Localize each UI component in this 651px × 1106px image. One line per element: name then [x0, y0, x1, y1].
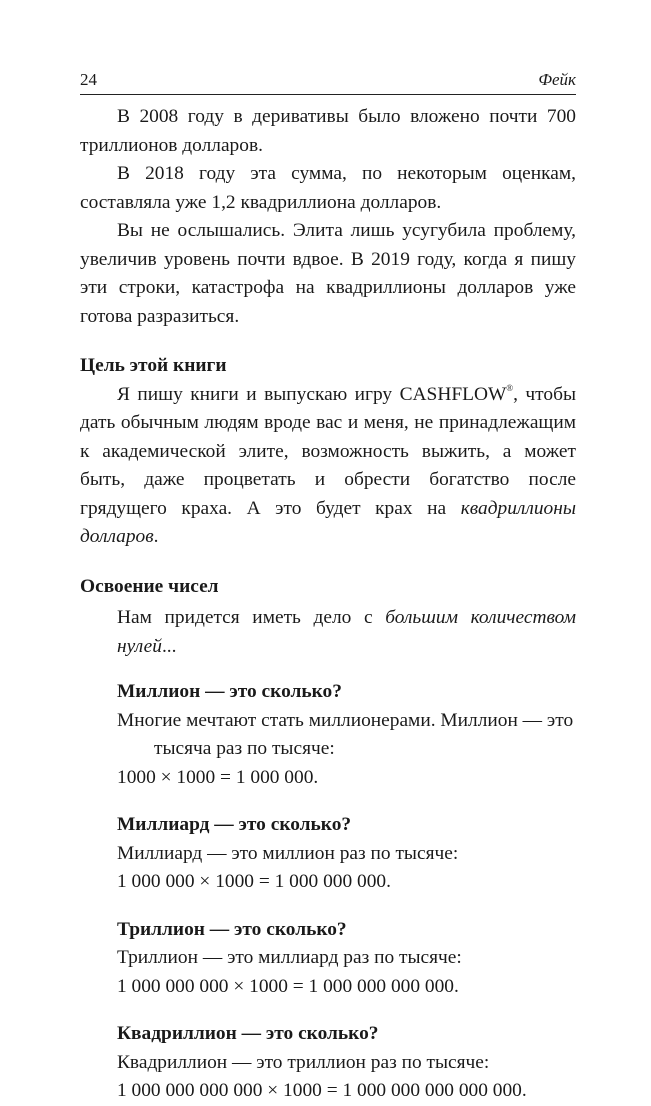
equation: 1 000 000 × 1000 = 1 000 000 000. [117, 871, 391, 892]
page-number: 24 [80, 70, 97, 89]
number-block-million [80, 678, 576, 792]
paragraph-elite-problem: Вы не ослышались. Элита лишь усугубила проблему, увеличив уровень почти вдвое. В 2019 году, когда я пишу эти строки, катастрофа на квадриллионы долларов уже готова разразиться. [80, 220, 576, 327]
definition-text: Квадриллион — это триллион раз по тысяче: [117, 1051, 490, 1073]
numbers-intro-end: ... [161, 635, 177, 657]
question-title: Миллиард — это сколько? [117, 814, 352, 835]
paragraph-numbers-intro [80, 604, 576, 661]
goal-text-middle: , чтобы дать обычным людям вроде вас и меня, не принадлежащим к академической элите, возможность выжить, а может быть, даже процветать и обрести богатство после грядущего краха. А это будет крах на [80, 383, 576, 519]
goal-text-emphasis: квадриллионы долларов [80, 497, 576, 547]
equation: 1 000 000 000 × 1000 = 1 000 000 000 000. [117, 975, 459, 997]
goal-text-end: . [153, 526, 159, 547]
definition-text: Миллиард — это миллион раз по тысяче: [117, 842, 459, 864]
registered-mark: ® [506, 382, 514, 393]
running-head [80, 68, 576, 94]
section-heading-numbers: Освоение чисел [80, 575, 219, 597]
definition-text: Многие мечтают стать миллионерами. Миллион — это тысяча раз по тысяче: [117, 709, 574, 759]
question-title: Квадриллион — это сколько? [117, 1023, 379, 1044]
paragraph-derivatives-2008: В 2008 году в деривативы было вложено почти 700 триллионов долларов. [80, 106, 576, 156]
numbers-intro-emphasis: большим количеством нулей [117, 607, 576, 657]
number-block-billion [80, 811, 576, 897]
book-page [80, 68, 576, 1106]
goal-text-start: Я пишу книги и выпускаю игру CASHFLOW [117, 383, 507, 405]
header-rule [80, 94, 576, 95]
section-heading-goal: Цель этой книги [80, 355, 227, 376]
number-block-quadrillion [80, 1020, 576, 1106]
body-text [80, 103, 576, 1106]
paragraph-derivatives-2018: В 2018 году эта сумма, по некоторым оценкам, составляла уже 1,2 квадриллиона долларов. [80, 163, 576, 213]
paragraph-book-goal [80, 381, 576, 552]
question-title: Миллион — это сколько? [117, 681, 342, 702]
equation: 1 000 000 000 000 × 1000 = 1 000 000 000 000 000. [117, 1080, 527, 1101]
question-title: Триллион — это сколько? [117, 918, 347, 940]
definition-text: Триллион — это миллиард раз по тысяче: [117, 947, 462, 968]
equation: 1000 × 1000 = 1 000 000. [117, 766, 319, 788]
number-block-trillion [80, 916, 576, 1002]
running-title: Фейк [538, 70, 576, 89]
numbers-intro-start: Нам придется иметь дело с [117, 607, 386, 628]
